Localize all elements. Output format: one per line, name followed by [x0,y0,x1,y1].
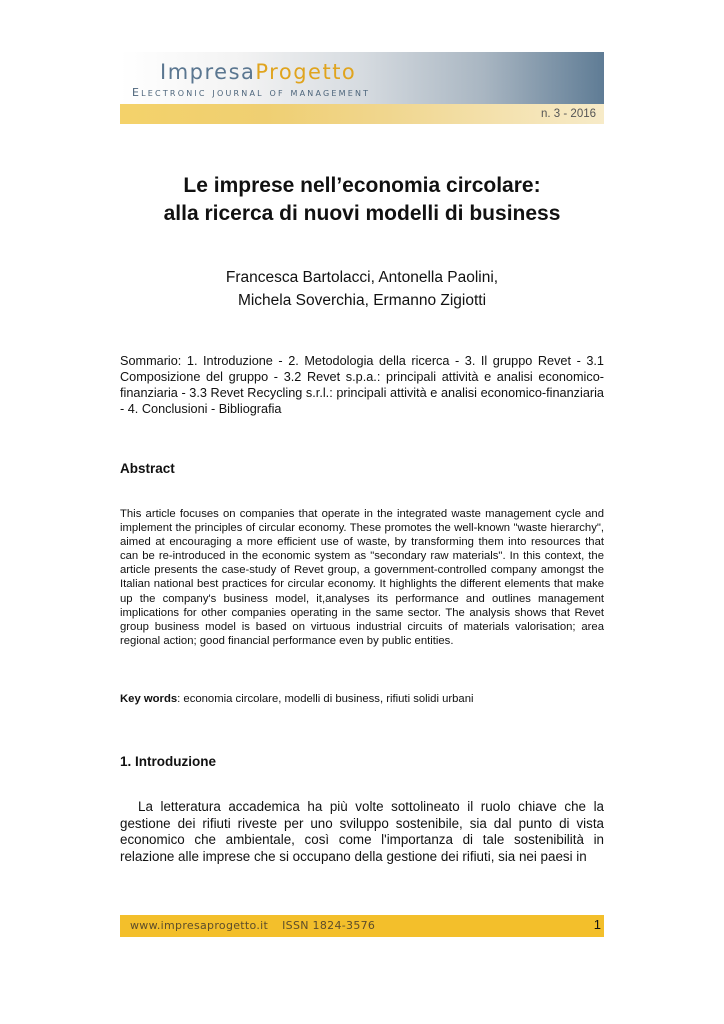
keywords-text: : economia circolare, modelli di business, rifiuti solidi urbani [177,693,474,705]
table-of-contents-summary: Sommario: 1. Introduzione - 2. Metodologia della ricerca - 3. Il gruppo Revet - 3.1 Composizione del gruppo - 3.2 Revet s.p.a.: principali attività e analisi economico-finanziaria - 3.3 Revet Recycling s.r.l.: principali attività e analisi economico-finanziaria - 4. Conclusioni - Bibliografia [120,354,604,416]
article-title [80,172,644,228]
authors-line-2: Michela Soverchia, Ermanno Zigiotti [237,292,487,309]
banner-gold-strip [120,104,604,124]
authors-line-1: Francesca Bartolacci, Antonella Paolini, [225,269,499,286]
title-line-2: alla ricerca di nuovi modelli di business [163,202,561,225]
journal-logo [160,60,356,84]
abstract-heading: Abstract [120,461,175,476]
journal-name-part2: Progetto [255,60,357,84]
page-footer [120,915,604,937]
journal-subtitle: Electronic journal of management [132,86,371,99]
footer-info [130,919,375,932]
abstract-text: This article focuses on companies that operate in the integrated waste management cycle and implement the principles of circular economy. These promotes the well-known "waste hierarchy", aimed at encouraging a more efficient use of waste, by transforming them into resources that can be re-introduced in the economic system as "secondary raw materials". In this context, the article presents the case-study of Revet group, a government-controlled company amongst the Italian national best practices for circular economy. It highlights the different elements that make up the company's business model, it,analyses its performance and outlines management implications for other companies operating in the same sector. The analysis shows that Revet group business model is based on virtuous industrial circuits of materials valorisation; area regional action; good financial performance even by public entities. [120,508,604,647]
footer-website: www.impresaprogetto.it [130,919,269,932]
keywords-label: Key words [120,693,178,705]
page-number: 1 [593,917,601,932]
section-heading-introduction: 1. Introduzione [120,754,216,769]
title-line-1: Le imprese nell’economia circolare: [183,174,541,197]
journal-name-part1: Impresa [160,60,256,84]
introduction-paragraph: La letteratura accademica ha più volte sottolineato il ruolo chiave che la gestione dei rifiuti riveste per uno sviluppo sostenibile, sia dal punto di vista economico che ambientale, così come l'importanza di tale sostenibilità in relazione alle imprese che si occupano della gestione dei rifiuti, sia nei paesi in [120,799,604,864]
keywords [120,693,604,705]
journal-banner [120,52,604,124]
article-authors [80,266,644,312]
issue-number: n. 3 - 2016 [541,108,596,120]
footer-issn: ISSN 1824-3576 [282,919,376,932]
